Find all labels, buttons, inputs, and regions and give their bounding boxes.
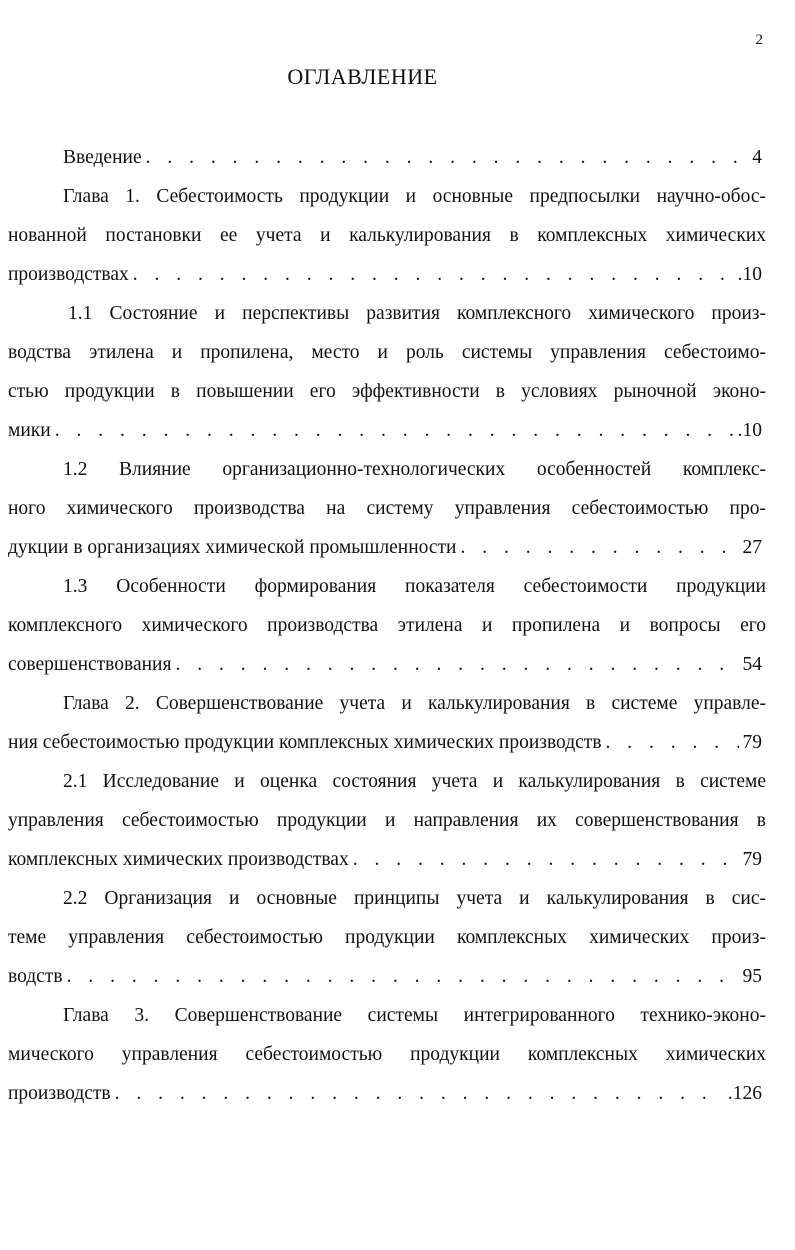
toc-line: [8, 723, 766, 762]
toc-entry-text: производств: [8, 1083, 111, 1104]
toc-entry-chapter-1: [8, 177, 766, 294]
toc-line: Глава 1. Себестоимость продукции и основные предпосылки научно-обос-: [63, 186, 766, 207]
toc-line: нованной постановки ее учета и калькулирования в комплексных химических: [8, 225, 766, 246]
dot-leader: [55, 411, 734, 450]
toc-line: 1.3 Особенности формирования показателя себестоимости продукции: [63, 576, 766, 597]
toc-line: комплексного химического производства этилена и пропилена и вопросы его: [8, 615, 766, 636]
toc-line: [8, 411, 766, 450]
toc-entry-section-1-1: [8, 294, 766, 450]
toc-page-number: .126: [727, 1083, 762, 1104]
dot-leader: [175, 645, 738, 684]
table-of-contents: [8, 138, 766, 1113]
toc-entry-section-1-3: [8, 567, 766, 684]
toc-entry-chapter-3: [8, 996, 766, 1113]
toc-line: [8, 957, 766, 996]
toc-entry-section-2-1: [8, 762, 766, 879]
toc-line: 2.2 Организация и основные принципы учета и калькулирования в сис-: [63, 888, 766, 909]
toc-entry-text: мики: [8, 420, 51, 441]
toc-entry-section-1-2: [8, 450, 766, 567]
toc-entry-text: производствах: [8, 264, 129, 285]
toc-entry-text: Введение: [63, 147, 142, 168]
page-title: ОГЛАВЛЕНИЕ: [287, 64, 438, 89]
toc-page-number: 79: [742, 849, 762, 870]
page-number: 2: [755, 32, 763, 48]
toc-page-number: .10: [737, 264, 762, 285]
toc-line: [8, 645, 766, 684]
dot-leader: [115, 1074, 724, 1113]
toc-line: [8, 138, 766, 177]
toc-line: управления себестоимостью продукции и направления их совершенствования в: [8, 810, 766, 831]
toc-line: водства этилена и пропилена, место и роль системы управления себестоимо-: [8, 342, 766, 363]
toc-entry-introduction: [8, 138, 766, 177]
dot-leader: [461, 528, 739, 567]
toc-page-number: 54: [742, 654, 762, 675]
toc-line: теме управления себестоимостью продукции комплексных химических произ-: [8, 927, 766, 948]
toc-entry-text: водств: [8, 966, 63, 987]
toc-entry-text: комплексных химических производствах: [8, 849, 349, 870]
dot-leader: [146, 138, 749, 177]
toc-entry-text: совершенствования: [8, 654, 172, 675]
toc-line: 2.1 Исследование и оценка состояния учета и калькулирования в системе: [63, 771, 766, 792]
toc-line: 1.1 Состояние и перспективы развития комплексного химического произ-: [68, 303, 766, 324]
toc-page-number: 95: [742, 966, 762, 987]
dot-leader: [67, 957, 739, 996]
toc-line: ного химического производства на систему управления себестоимостью про-: [8, 498, 766, 519]
toc-entry-section-2-2: [8, 879, 766, 996]
toc-line: стью продукции в повышении его эффективности в условиях рыночной эконо-: [8, 381, 766, 402]
toc-line: [8, 255, 766, 294]
toc-page-number: 27: [742, 537, 762, 558]
toc-line: [8, 840, 766, 879]
toc-page-number: .10: [737, 420, 762, 441]
toc-line: [8, 1074, 766, 1113]
toc-entry-chapter-2: [8, 684, 766, 762]
toc-line: [8, 528, 766, 567]
toc-entry-text: дукции в организациях химической промышленности: [8, 537, 457, 558]
toc-line: Глава 3. Совершенствование системы интегрированного технико-эконо-: [63, 1005, 766, 1026]
dot-leader: [133, 255, 734, 294]
dot-leader: [606, 723, 739, 762]
toc-line: мического управления себестоимостью продукции комплексных химических: [8, 1044, 766, 1065]
toc-page-number: 79: [742, 732, 762, 753]
toc-line: 1.2 Влияние организационно-технологических особенностей комплекс-: [63, 459, 766, 480]
toc-entry-text: ния себестоимостью продукции комплексных химических производств: [8, 732, 602, 753]
dot-leader: [353, 840, 739, 879]
toc-page-number: 4: [752, 147, 762, 168]
toc-line: Глава 2. Совершенствование учета и калькулирования в системе управле-: [63, 693, 766, 714]
